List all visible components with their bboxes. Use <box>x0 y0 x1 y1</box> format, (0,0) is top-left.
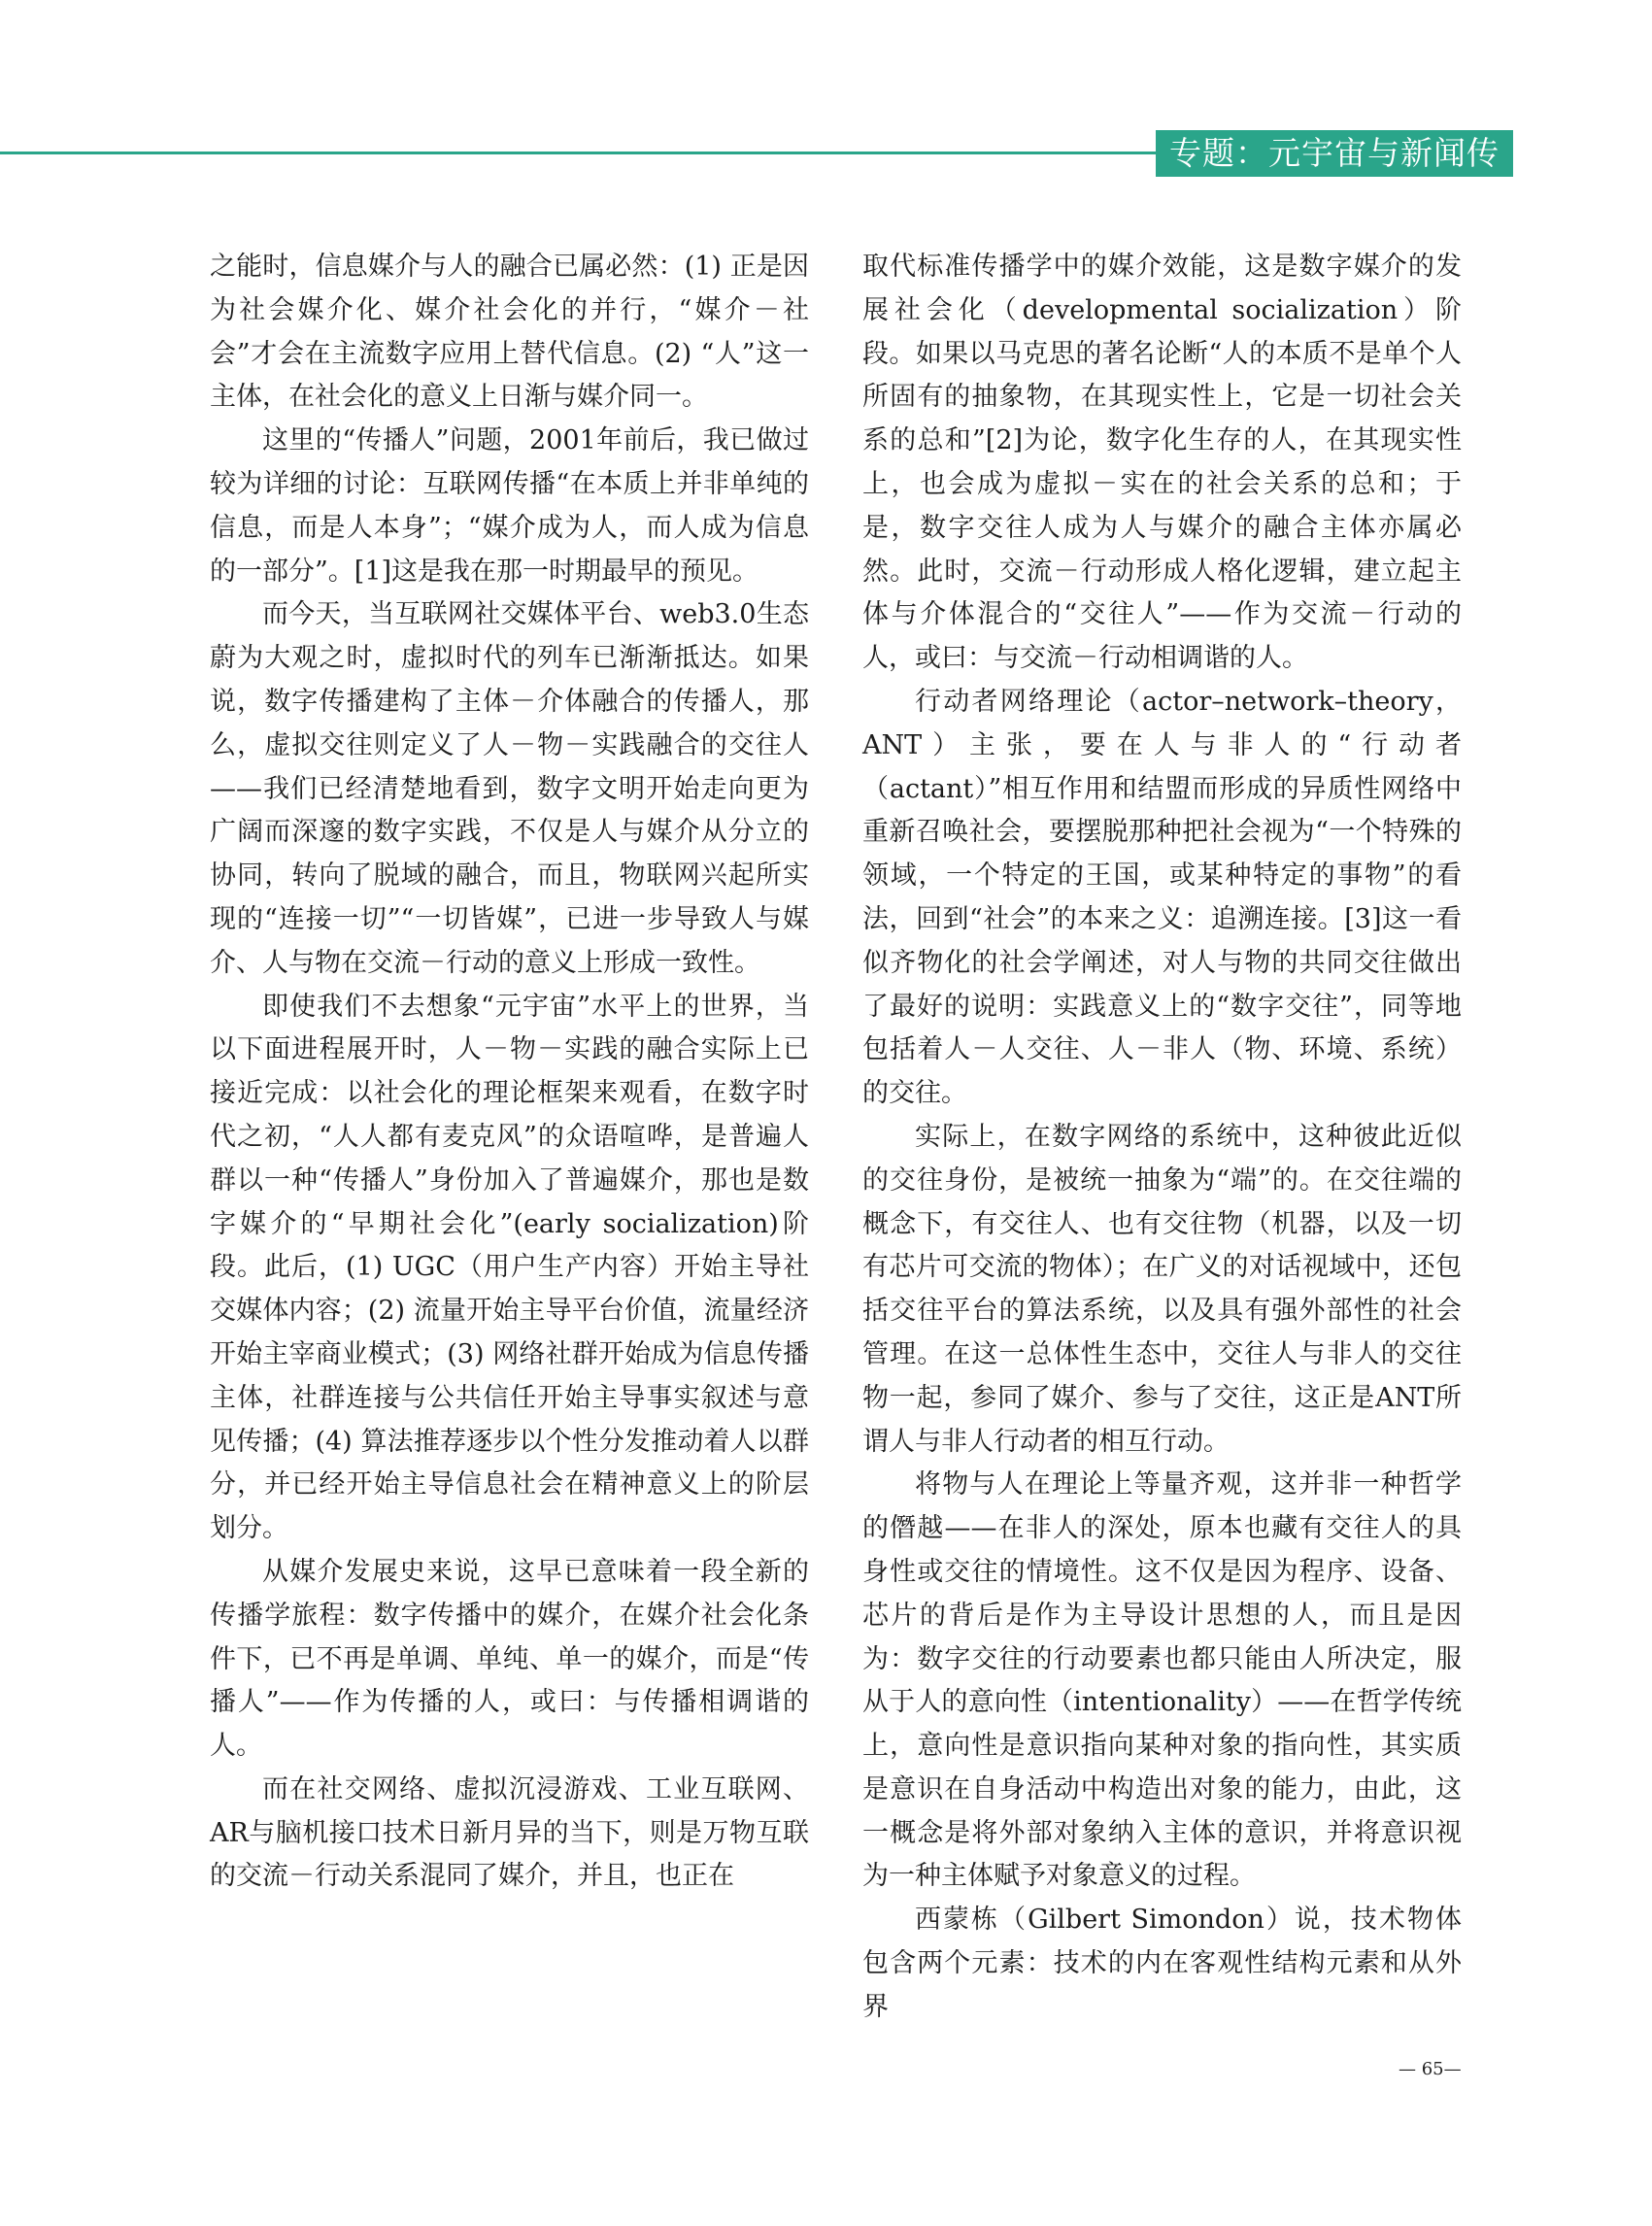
paragraph: 从媒介发展史来说，这早已意味着一段全新的传播学旅程：数字传播中的媒介，在媒介社会化条件下，已不再是单调、单纯、单一的媒介，而是“传播人”——作为传播的人，或曰：与传播相调谐的人。 <box>210 1556 809 1762</box>
paragraph: 行动者网络理论（actor–network–theory，ANT）主张，要在人与非人的“行动者（actant）”相互作用和结盟而形成的异质性网络中重新召唤社会，要摆脱那种把社会视为“一个特殊的领域，一个特定的王国，或某种特定的事物”的看法，回到“社会”的本来之义：追溯连接。[3]这一看似齐物化的社会学阐述，对人与物的共同交往做出了最好的说明：实践意义上的“数字交往”，同等地包括着人－人交往、人－非人（物、环境、系统）的交往。 <box>862 686 1462 1109</box>
right-column <box>862 246 1462 2030</box>
paragraph: 而今天，当互联网社交媒体平台、web3.0生态蔚为大观之时，虚拟时代的列车已渐渐抵达。如果说，数字传播建构了主体－介体融合的传播人，那么，虚拟交往则定义了人－物－实践融合的交往人——我们已经清楚地看到，数字文明开始走向更为广阔而深邃的数字实践，不仅是人与媒介从分立的协同，转向了脱域的融合，而且，物联网兴起所实现的“连接一切”“一切皆媒”，已进一步导致人与媒介、人与物在交流－行动的意义上形成一致性。 <box>210 599 809 978</box>
header-rule <box>0 152 1156 154</box>
paragraph: 西蒙栋（Gilbert Simondon）说，技术物体包含两个元素：技术的内在客观性结构元素和从外界 <box>862 1905 1462 2022</box>
paragraph: 而在社交网络、虚拟沉浸游戏、工业互联网、AR与脑机接口技术日新月异的当下，则是万物互联的交流－行动关系混同了媒介，并且，也正在 <box>210 1773 809 1892</box>
paragraph: 即使我们不去想象“元宇宙”水平上的世界，当以下面进程展开时，人－物－实践的融合实际上已接近完成：以社会化的理论框架来观看，在数字时代之初，“人人都有麦克风”的众语喧哗，是普遍人群以一种“传播人”身份加入了普遍媒介，那也是数字媒介的“早期社会化”(early socialization)阶段。此后，(1) UGC（用户生产内容）开始主导社交媒体内容；(2) 流量开始主导平台价值，流量经济开始主宰商业模式；(3) 网络社群开始成为信息传播主体，社群连接与公共信任开始主导事实叙述与意见传播；(4) 算法推荐逐步以个性分发推动着人以群分，并已经开始主导信息社会在精神意义上的阶层划分。 <box>210 991 809 1544</box>
paragraph: 将物与人在理论上等量齐观，这并非一种哲学的僭越——在非人的深处，原本也藏有交往人的具身性或交往的情境性。这不仅是因为程序、设备、芯片的背后是作为主导设计思想的人，而且是因为：数字交往的行动要素也都只能由人所决定，服从于人的意向性（intentionality）——在哲学传统上，意向性是意识指向某种对象的指向性，其实质是意识在自身活动中构造出对象的能力，由此，这一概念是将外部对象纳入主体的意识，并将意识视为一种主体赋予对象意义的过程。 <box>862 1469 1462 1892</box>
paragraph: 之能时，信息媒介与人的融合已属必然：(1) 正是因为社会媒介化、媒介社会化的并行，“媒介－社会”才会在主流数字应用上替代信息。(2) “人”这一主体，在社会化的意义上日渐与媒介同一。 <box>210 252 809 413</box>
section-title: 专题：元宇宙与新闻传播 <box>1156 130 1513 177</box>
paragraph: 取代标准传播学中的媒介效能，这是数字媒介的发展社会化（developmental socialization）阶段。如果以马克思的著名论断“人的本质不是单个人所固有的抽象物，在其现实性上，它是一切社会关系的总和”[2]为论，数字化生存的人，在其现实性上，也会成为虚拟－实在的社会关系的总和；于是，数字交往人成为人与媒介的融合主体亦属必然。此时，交流－行动形成人格化逻辑，建立起主体与介体混合的“交往人”——作为交流－行动的人，或曰：与交流－行动相调谐的人。 <box>862 252 1462 674</box>
paragraph: 实际上，在数字网络的系统中，这种彼此近似的交往身份，是被统一抽象为“端”的。在交往端的概念下，有交往人、也有交往物（机器，以及一切有芯片可交流的物体）；在广义的对话视域中，还包括交往平台的算法系统，以及具有强外部性的社会管理。在这一总体性生态中，交往人与非人的交往物一起，参同了媒介、参与了交往，这正是ANT所谓人与非人行动者的相互行动。 <box>862 1121 1462 1457</box>
left-column <box>210 246 809 1899</box>
page-number: — 65— <box>1399 2059 1462 2079</box>
paragraph: 这里的“传播人”问题，2001年前后，我已做过较为详细的讨论：互联网传播“在本质上并非单纯的信息，而是人本身”；“媒介成为人，而人成为信息的一部分”。[1]这是我在那一时期最早的预见。 <box>210 425 809 587</box>
